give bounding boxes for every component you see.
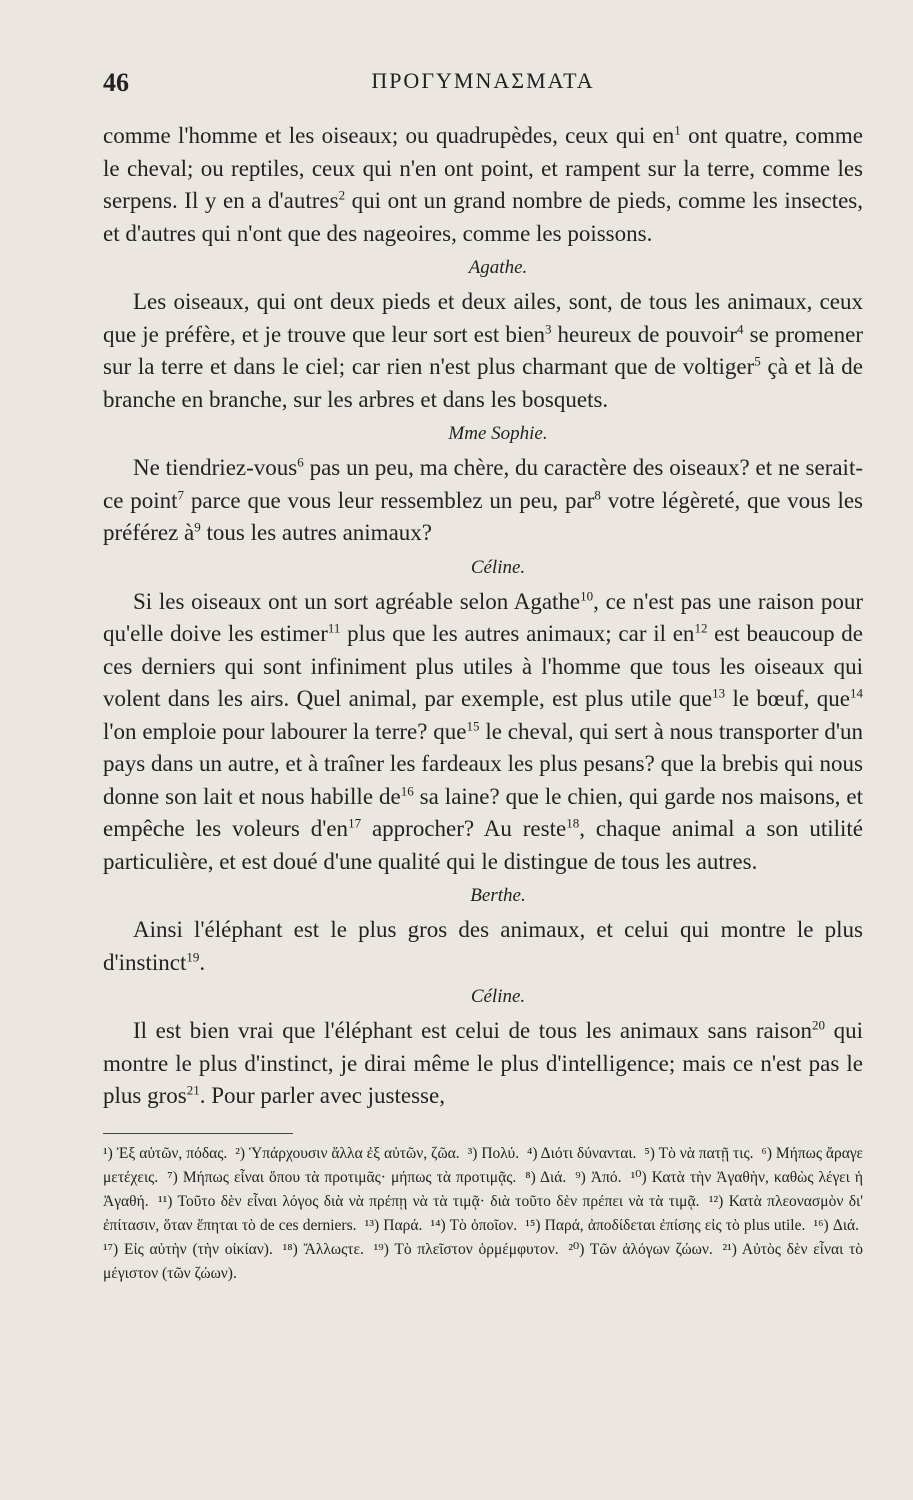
footnote: ¹⁹) Τὸ πλεῖστον ὁρμέμφυτον. bbox=[373, 1240, 565, 1258]
footnote-marker: 21 bbox=[186, 1082, 200, 1098]
footnote: ⁷) Μήπως εἶναι ὅπου τὰ προτιμᾶς· μήπως τὰ προτιμᾷς. bbox=[167, 1168, 522, 1186]
footnote-marker: 12 bbox=[694, 620, 708, 636]
speaker-name: Mme Sophie. bbox=[448, 423, 548, 444]
footnote-marker: 11 bbox=[327, 620, 341, 636]
footnote: ¹) Ἐξ αὐτῶν, πόδας. bbox=[103, 1144, 232, 1162]
footnote-marker: 20 bbox=[812, 1017, 826, 1033]
footnote: ⁴) Διότι δύνανται. bbox=[527, 1144, 641, 1162]
footnote: ¹⁰) Κατὰ τὴν Ἀγαθὴν, καθὼς λέγει ἡ Ἀγαθή. bbox=[103, 1168, 863, 1210]
footnote: ¹²) Κατὰ πλεονασμὸν δι' ἐπίτασιν, ὅταν ἕπηται τὸ de ces derniers. bbox=[103, 1192, 863, 1234]
footnote: ²⁰) Τῶν ἀλόγων ζώων. bbox=[568, 1240, 719, 1258]
footnote-marker: 6 bbox=[297, 454, 304, 470]
paragraph: comme l'homme et les oiseaux; ou quadrupèdes, ceux qui $en^1$ ont quatre, comme le cheval; ou reptiles, ceux qui n'en ont point, et rampent sur la terre, comme les serpens. Il y en a d'autres$^2$ qui ont un grand nombre de pieds, comme les insectes, et d'autres qui n'ont que des nageoires, comme les poissons. bbox=[103, 122, 863, 246]
footnote-marker: 9 bbox=[194, 519, 201, 535]
footnote: ⁵) Τὸ νὰ πατῇ τις. bbox=[644, 1144, 758, 1162]
footnote-marker: 13 bbox=[712, 685, 726, 701]
footnote-marker: 1 bbox=[674, 122, 681, 138]
page-header bbox=[103, 60, 863, 100]
running-title: ΠΡΟΓΥΜΝΑΣΜΑΤΑ bbox=[371, 68, 595, 93]
footnote-marker: 2 bbox=[338, 187, 346, 203]
footnotes bbox=[103, 1142, 863, 1286]
footnote: ¹⁴) Τὸ ὁποῖον. bbox=[430, 1216, 522, 1234]
paragraph: Ainsi l'éléphant est le plus gros des animaux, et celui qui montre le plus d'instinct$^{19}$. bbox=[103, 917, 863, 975]
speaker-name: Céline. bbox=[470, 986, 526, 1007]
footnote-marker: 4 bbox=[737, 320, 744, 336]
footnote-marker: 14 bbox=[850, 685, 864, 701]
speaker-name: Berthe. bbox=[470, 885, 526, 906]
footnote: ⁶) Μήπως ἄραγε μετέχεις. bbox=[103, 1144, 863, 1186]
footnote: ³) Πολύ. bbox=[467, 1144, 524, 1162]
speaker-name: Céline. bbox=[470, 556, 526, 578]
footnote-marker: 3 bbox=[544, 320, 552, 336]
footnote-marker: 19 bbox=[186, 948, 200, 964]
footnote-marker: 17 bbox=[348, 815, 362, 831]
footnote-marker: 15 bbox=[466, 717, 480, 733]
footnote-rule bbox=[103, 1133, 293, 1134]
footnote: ¹⁶) Διά. bbox=[813, 1216, 859, 1234]
footnote: ¹¹) Τοῦτο δὲν εἶναι λόγος διὰ νὰ πρέπῃ νὰ τὰ τιμᾷ· διὰ τοῦτο δὲν πρέπει νὰ τὰ τιμᾷ. bbox=[157, 1192, 705, 1210]
paragraph: Ne tiendriez-vous$^6$ pas un peu, ma chère, du caractère des oiseaux? et ne serait-ce point$^7$ parce que vous leur ressemblez un peu, par$^8$ votre légèreté, que vous les préférez $à^9$ tous les autres animaux? bbox=[103, 454, 863, 545]
footnote: ²¹) Αὐτὸς δὲν εἶναι τὸ μέγιστον (τῶν ζώων). bbox=[103, 1240, 863, 1282]
footnote: ⁹) Ἀπό. bbox=[575, 1168, 627, 1186]
footnote: ¹³) Παρά. bbox=[364, 1216, 427, 1234]
paragraph: Si les oiseaux ont un sort agréable selon Agathe$^{10}$, ce n'est pas une raison pour qu'elle doive les estimer$^{11}$ plus que les autres animaux; car il $en^{12}$ est beaucoup de ces derniers qui sont infiniment plus utiles à l'homme que tous les oiseaux qui volent dans les airs. Quel animal, par exemple, est plus utile que$^{13}$ le bœuf, que$^{14}$ l'on emploie pour labourer la terre? que$^{15}$ le cheval, qui sert à nous transporter d'un pays dans un autre, et à traîner les fardeaux les plus pesans? que la brebis qui nous donne son lait et nous habille $de^{16}$ sa laine? que le chien, qui garde nos maisons, et empêche les voleurs $d'en^{17}$ approcher? Au reste$^{18}$, chaque animal a son utilité particulière, et est doué d'une qualité qui le distingue de tous les autres. bbox=[103, 587, 864, 874]
paragraph: Il est bien vrai que l'éléphant est celui de tous les animaux sans raison$^{20}$ qui montre le plus d'instinct, je dirai même le plus d'intelligence; mais ce n'est pas le plus gros$^{21}$. Pour parler avec justesse, bbox=[103, 1017, 864, 1108]
footnote-marker: 8 bbox=[594, 486, 601, 502]
speaker-name: Agathe. bbox=[468, 257, 528, 278]
footnote-marker: 18 bbox=[566, 815, 580, 831]
page-number: 46 bbox=[103, 68, 129, 97]
footnote: ²) Ὑπάρχουσιν ἄλλα ἐξ αὐτῶν, ζῶα. bbox=[235, 1144, 464, 1162]
footnote-marker: 16 bbox=[400, 782, 414, 798]
footnote: ¹⁷) Εἰς αὐτὴν (τὴν οἰκίαν). bbox=[103, 1240, 279, 1258]
body-text bbox=[103, 120, 863, 1113]
footnote: ¹⁵) Παρά, ἀποδίδεται ἐπίσης εἰς τὸ plus utile. bbox=[525, 1216, 810, 1234]
footnote: ⁸) Διά. bbox=[525, 1168, 572, 1186]
footnote-marker: 10 bbox=[580, 587, 594, 603]
footnote-marker: 5 bbox=[754, 353, 761, 369]
paragraph: Les oiseaux, qui ont deux pieds et deux ailes, sont, de tous les animaux, ceux que je préfère, et je trouve que leur sort est bien$^3$ heureux de pouvoir$^4$ se promener sur la terre et dans le ciel; car rien n'est plus charmant que de voltiger$^5$ çà et là de branche en branche, sur les arbres et dans les bosquets. bbox=[103, 289, 863, 412]
footnote-marker: 7 bbox=[177, 486, 185, 502]
footnote: ¹⁸) Ἄλλωςτε. bbox=[282, 1240, 370, 1258]
